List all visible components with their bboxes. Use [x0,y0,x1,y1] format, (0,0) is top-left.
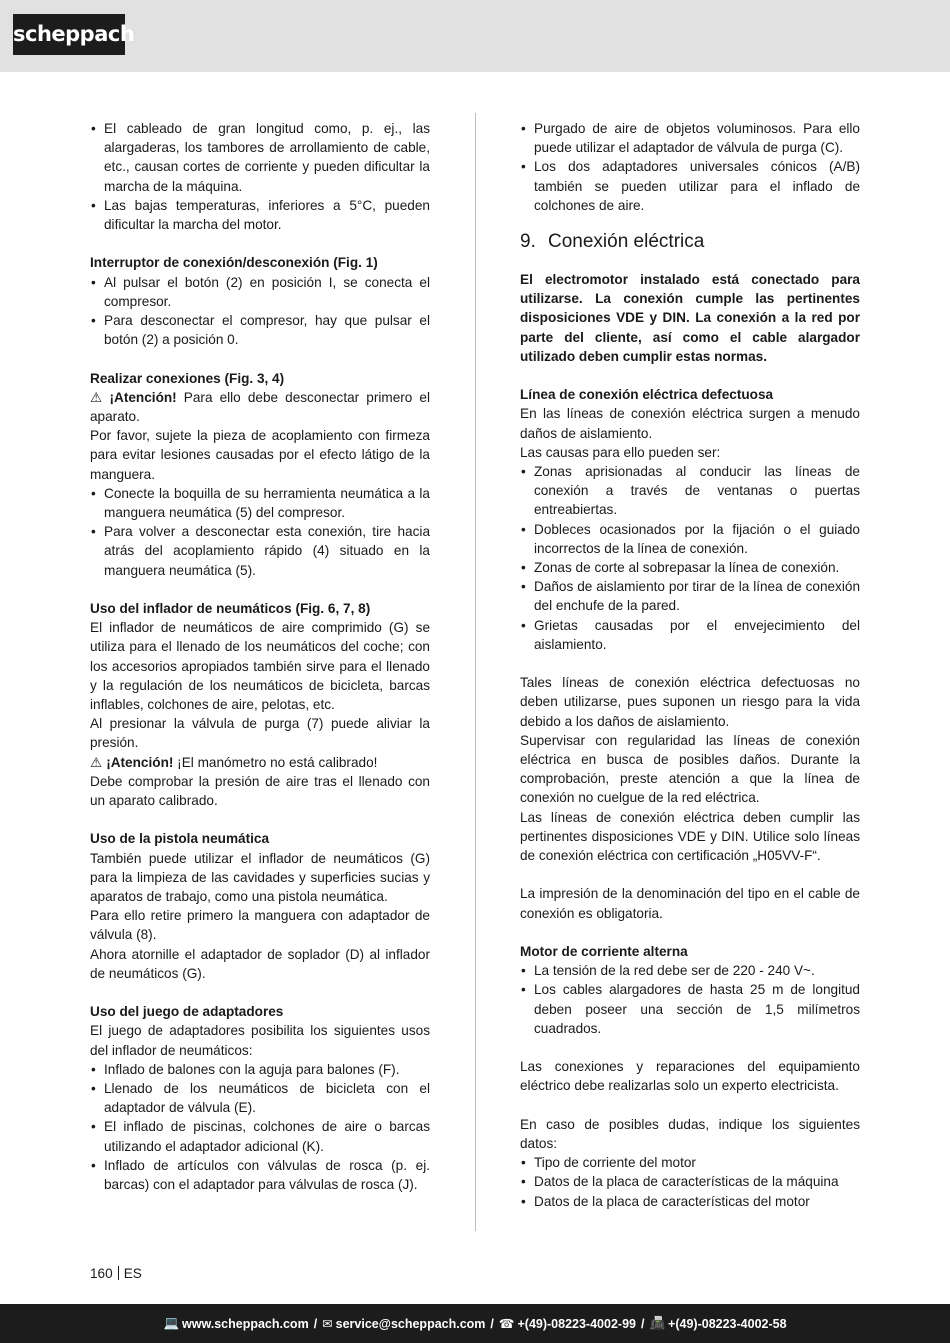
gun-paragraph: Ahora atornille el adaptador de soplador (D) al inflador de neumáticos (G). [90,946,430,981]
list-item: • Inflado de artículos con válvulas de rosca (p. ej. barcas) con el adaptador para válvulas de rosca (J). [90,1156,430,1194]
list-item: • La tensión de la red debe ser de 220 - 240 V~. [520,961,860,980]
motor-heading: Motor de corriente alterna [520,944,688,960]
list-item: • Daños de aislamiento por tirar de la línea de conexión del enchufe de la pared. [520,577,860,615]
list-item: • Datos de la placa de características de la máquina [520,1172,860,1191]
defective-paragraph: Supervisar con regularidad las líneas de conexión eléctrica en busca de posibles daños. Durante la comprobación, preste atención a que la línea de conexión no cuelgue de la red eléctrica. [520,732,860,806]
computer-icon: 💻 [163,1316,180,1330]
section-number: 9. [520,231,536,253]
defective-paragraph: Las líneas de conexión eléctrica deben cumplir las pertinentes disposiciones VDE y DIN. Utilice solo líneas de conexión eléctrica con certificación „H05VV-F“. [520,809,860,864]
footer-separator: / [490,1316,494,1331]
list-item: • Conecte la boquilla de su herramienta neumática a la manguera neumática (5) del compresor. [90,484,430,522]
list-item: • Purgado de aire de objetos voluminosos. Para ello puede utilizar el adaptador de válvula de purga (C). [520,119,860,157]
list-item: • Zonas de corte al sobrepasar la línea de conexión. [520,558,860,577]
list-item: • Las bajas temperaturas, inferiores a 5°C, pueden dificultar la marcha del motor. [90,196,430,234]
list-item: • Los cables alargadores de hasta 25 m de longitud deben poseer una sección de 1,5 milímetros cuadrados. [520,980,860,1038]
inflator-warning [90,753,430,772]
warning-text: ¡El manómetro no está calibrado! [173,754,378,770]
motor-list [520,961,860,1038]
list-item: • Al pulsar el botón (2) en posición I, se conecta el compresor. [90,273,430,311]
header-bar [0,0,950,72]
inflator-heading: Uso del inflador de neumáticos (Fig. 6, 7, 8) [90,601,371,617]
connect-heading: Realizar conexiones (Fig. 3, 4) [90,370,285,386]
connect-list [90,484,430,580]
inflator-paragraph: Al presionar la válvula de purga (7) puede aliviar la presión. [90,716,430,751]
switch-list [90,273,430,350]
fax-number: +(49)-08223-4002-58 [668,1316,787,1331]
right-column [520,119,860,1211]
website-link[interactable]: www.scheppach.com [182,1316,309,1331]
top-list [520,119,860,215]
column-divider [475,113,476,1231]
list-item: • El cableado de gran longitud como, p. ej., las alargaderas, los tambores de arrollamiento de cable, etc., causan cortes de corriente y pueden dificultar la marcha de la máquina. [90,119,430,196]
list-item: • Datos de la placa de características del motor [520,1192,860,1211]
list-item: • Para volver a desconectar esta conexión, tire hacia atrás del acoplamiento rápido (4) situado en la manguera neumática (5). [90,522,430,580]
list-item: • Inflado de balones con la aguja para balones (F). [90,1060,430,1079]
motor-paragraph: Las conexiones y reparaciones del equipamiento eléctrico debe realizarlas solo un experto electricista. [520,1059,860,1094]
lead-paragraph: El electromotor instalado está conectado para utilizarse. La conexión cumple las pertinentes disposiciones VDE y DIN. La conexión a la red por parte del cliente, así como el cable alargador utilizado deben cumplir estas normas. [520,272,860,364]
defective-paragraph: En las líneas de conexión eléctrica surgen a menudo daños de aislamiento. [520,406,860,441]
list-item: • Grietas causadas por el envejecimiento del aislamiento. [520,616,860,654]
section-title-text: Conexión eléctrica [548,231,705,253]
footer-bar [0,1304,950,1343]
list-item: • Dobleces ocasionados por la fijación o el guiado incorrectos de la línea de conexión. [520,520,860,558]
adapters-heading: Uso del juego de adaptadores [90,1004,284,1020]
list-item: • Zonas aprisionadas al conducir las líneas de conexión a través de ventanas o puertas entreabiertas. [520,462,860,520]
email-link[interactable]: service@scheppach.com [335,1316,486,1331]
fax-icon: 📠 [649,1316,666,1330]
page-number-divider [118,1266,119,1280]
phone-icon: ☎ [498,1317,515,1331]
list-item: • Tipo de corriente del motor [520,1153,860,1172]
defective-heading: Línea de conexión eléctrica defectuosa [520,387,774,403]
inflator-paragraph: El inflador de neumáticos de aire comprimido (G) se utiliza para el llenado de los neumáticos del coche; con los accesorios apropiados también sirve para el llenado y la regulación de los neumáticos de bicicleta, barcas inflables, colchones de aire, pelotas, etc. [90,620,430,713]
connect-paragraph: Por favor, sujete la pieza de acoplamiento con firmeza para evitar lesiones causadas por el efecto látigo de la manguera. [90,428,430,482]
connect-warning [90,388,430,426]
motor-final-list [520,1153,860,1211]
adapters-paragraph: El juego de adaptadores posibilita los siguientes usos del inflador de neumáticos: [90,1023,430,1058]
warning-icon: ⚠ [90,754,103,770]
footer-separator: / [640,1316,645,1331]
page-number-value: 160 [90,1266,113,1281]
page-number [90,1265,142,1283]
section-title [520,230,860,254]
footer-separator: / [313,1316,318,1331]
list-item: • Llenado de los neumáticos de bicicleta con el adaptador de válvula (E). [90,1079,430,1117]
gun-heading: Uso de la pistola neumática [90,831,270,847]
list-item: • Los dos adaptadores universales cónicos (A/B) también se pueden utilizar para el inflado de colchones de aire. [520,157,860,215]
inflator-paragraph: Debe comprobar la presión de aire tras el llenado con un aparato calibrado. [90,773,430,809]
defective-paragraph: La impresión de la denominación del tipo en el cable de conexión es obligatoria. [520,886,860,921]
gun-paragraph: También puede utilizar el inflador de neumáticos (G) para la limpieza de las cavidades y superficies sucias y aparatos de trabajo, como una pistola neumática. [90,850,430,905]
warning-text: Para ello debe desconectar primero el aparato. [90,389,431,425]
list-item: • Para desconectar el compresor, hay que pulsar el botón (2) a posición 0. [90,311,430,349]
defective-paragraph: Tales líneas de conexión eléctrica defectuosas no deben utilizarse, pues suponen un riesgo para la vida debido a los daños de aislamiento. [520,675,860,729]
gun-paragraph: Para ello retire primero la manguera con adaptador de válvula (8). [90,908,430,943]
switch-heading: Interruptor de conexión/desconexión (Fig. 1) [90,255,378,271]
warning-label: ¡Atención! [106,754,174,770]
adapters-list [90,1060,430,1194]
language-code: ES [123,1266,142,1281]
left-column [90,119,430,1194]
brand-logo: scheppach [13,14,125,55]
phone-number[interactable]: +(49)-08223-4002-99 [517,1316,636,1331]
mail-icon: ✉ [322,1317,333,1331]
defective-list [520,462,860,654]
warning-icon: ⚠ [90,389,106,405]
intro-list [90,119,430,234]
warning-label: ¡Atención! [109,389,177,405]
defective-paragraph: Las causas para ello pueden ser: [520,444,721,460]
list-item: • El inflado de piscinas, colchones de aire o barcas utilizando el adaptador adicional (K). [90,1117,430,1155]
motor-paragraph: En caso de posibles dudas, indique los siguientes datos: [520,1116,860,1152]
